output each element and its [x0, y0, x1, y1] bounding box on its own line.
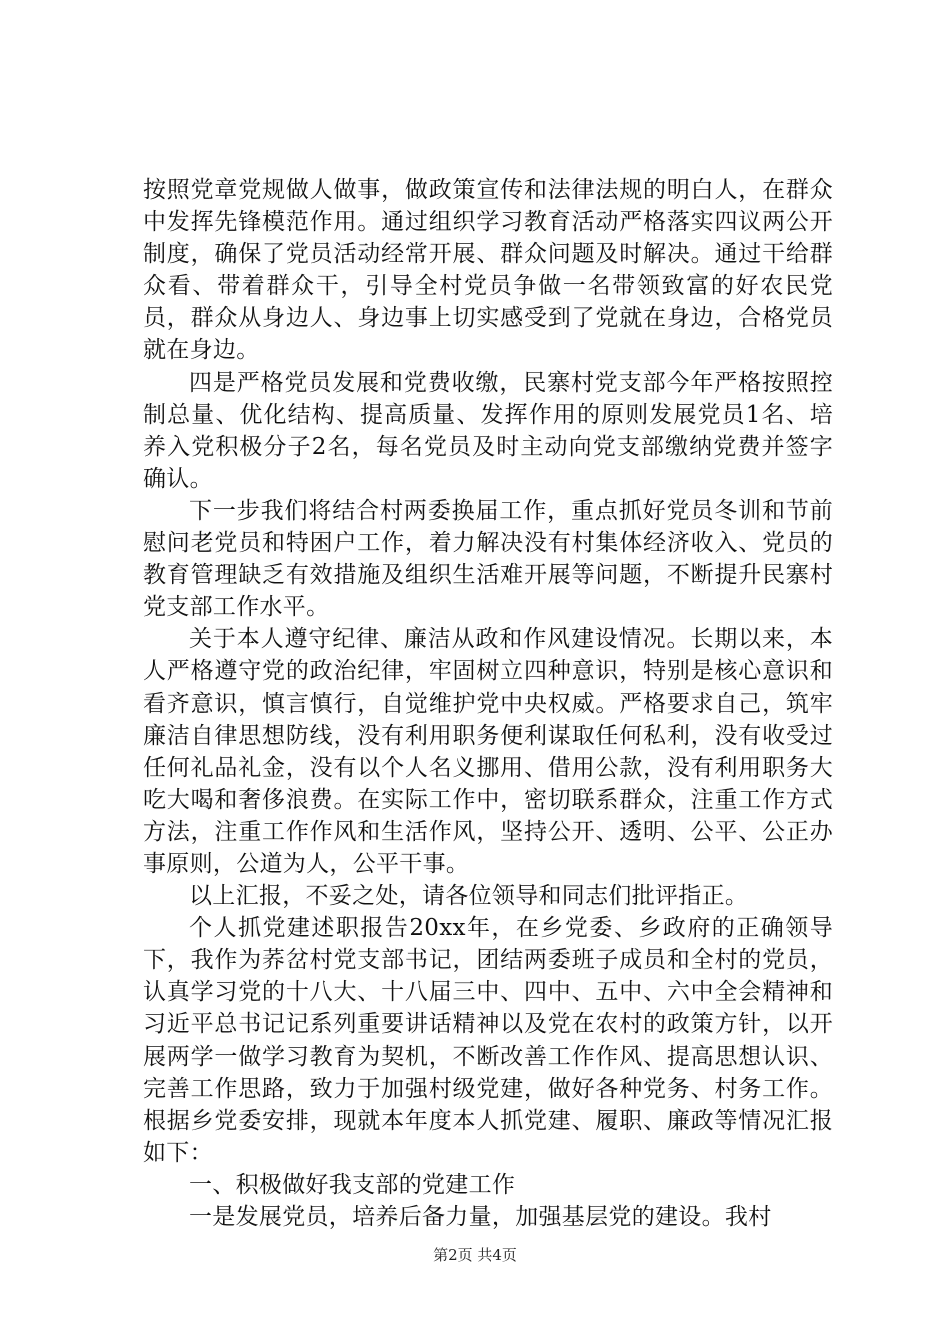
paragraph: 一是发展党员，培养后备力量，加强基层党的建设。我村: [189, 1204, 772, 1230]
paragraph: 按照党章党规做人做事，做政策宣传和法律法规的明白人，在群众中发挥先锋模范作用。通过组织学习教育活动严格落实四议两公开制度，确保了党员活动经常开展、群众问题及时解决。通过干给群众看、带着群众干，引导全村党员争做一名带领致富的好农民党员，群众从身边人、身边事上切实感受到了党就在身边，合格党员就在身边。: [143, 177, 833, 364]
paragraph: 关于本人遵守纪律、廉洁从政和作风建设情况。长期以来，本人严格遵守党的政治纪律，牢固树立四种意识，特别是核心意识和看齐意识，慎言慎行，自觉维护党中央权威。严格要求自己，筑牢廉洁自律思想防线，没有利用职务便利谋取任何私利，没有收受过任何礼品礼金，没有以个人名义挪用、借用公款，没有利用职务大吃大喝和奢侈浪费。在实际工作中，密切联系群众，注重工作方式方法，注重工作作风和生活作风，坚持公开、透明、公平、公正办事原则，公道为人，公平干事。: [143, 626, 833, 877]
paragraph: 下一步我们将结合村两委换届工作，重点抓好党员冬训和节前慰问老党员和特困户工作，着力解决没有村集体经济收入、党员的教育管理缺乏有效措施及组织生活难开展等问题，不断提升民寨村党支部工作水平。: [143, 497, 833, 621]
section-heading: 一、积极做好我支部的党建工作: [189, 1171, 516, 1198]
paragraph: 以上汇报，不妥之处，请各位领导和同志们批评指正。: [189, 883, 749, 910]
paragraph: 个人抓党建述职报告20xx年，在乡党委、乡政府的正确领导下，我作为荞岔村党支部书记，团结两委班子成员和全村的党员，认真学习党的十八大、十八届三中、四中、五中、六中全会精神和习近平总书记记系列重要讲话精神以及党在农村的政策方针，以开展两学一做学习教育为契机，不断改善工作作风、提高思想认识、完善工作思路，致力于加强村级党建，做好各种党务、村务工作。根据乡党委安排，现就本年度本人抓党建、履职、廉政等情况汇报如下：: [143, 915, 833, 1166]
page-number-footer: 第2页 共4页: [433, 1246, 517, 1264]
document-body: [143, 174, 833, 1233]
paragraph: 四是严格党员发展和党费收缴，民寨村党支部今年严格按照控制总量、优化结构、提高质量、发挥作用的原则发展党员1名、培养入党积极分子2名，每名党员及时主动向党支部缴纳党费并签字确认。: [143, 369, 833, 492]
